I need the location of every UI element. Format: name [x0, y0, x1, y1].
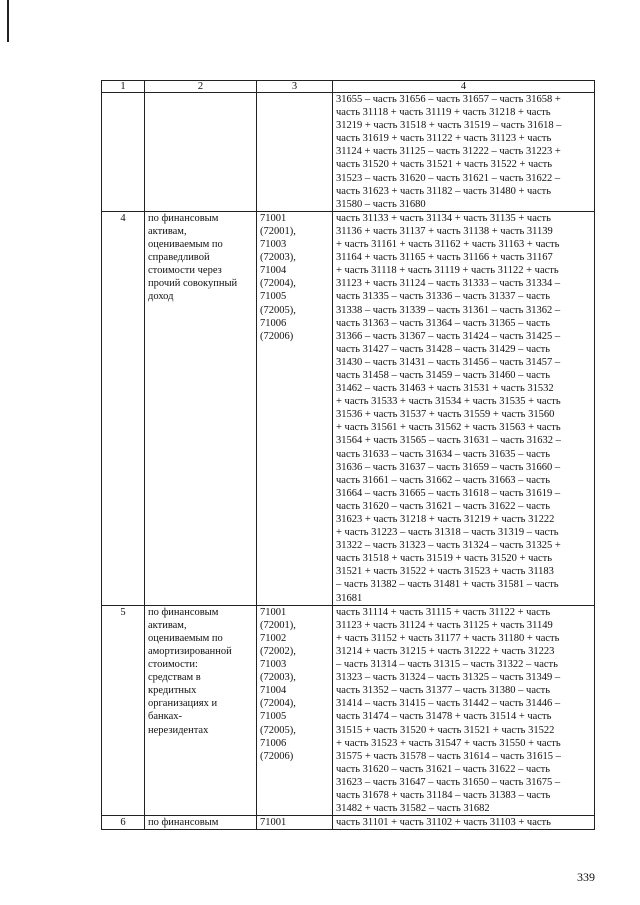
formula-cell-line: + часть 31118 + часть 31119 + часть 31122 + часть	[336, 265, 559, 277]
account-codes-cell-line: 71001	[260, 817, 287, 829]
indicator-name-cell-line: справедливой	[148, 252, 210, 264]
indicator-name-cell-line: по финансовым	[148, 212, 219, 224]
formula-cell-line: 31414 – часть 31415 – часть 31442 – часть 31446 –	[336, 698, 561, 710]
formula-cell-line: – часть 31314 – часть 31315 – часть 31322 – часть	[336, 659, 558, 671]
formula-cell	[333, 605, 595, 816]
row-number-cell: 4	[102, 211, 145, 605]
formula-cell-line: 31523 – часть 31620 – часть 31621 – часть 31622 –	[336, 172, 561, 184]
table-header-row	[102, 81, 595, 93]
formula-cell-line: часть 31101 + часть 31102 + часть 31103 + часть	[336, 817, 551, 829]
row-number-cell	[102, 93, 145, 212]
formula-cell-line: часть 31518 + часть 31519 + часть 31520 + часть	[336, 553, 553, 565]
formula-cell	[333, 93, 595, 212]
indicator-name-cell-line: кредитных	[148, 685, 197, 697]
indicator-name-cell-line: прочий совокупный	[148, 278, 238, 290]
formula-cell-line: 31482 + часть 31582 – часть 31682	[336, 803, 490, 815]
account-codes-cell-line: 71003	[260, 239, 287, 251]
indicator-name-cell-line: нерезидентах	[148, 724, 209, 736]
account-codes-cell	[257, 816, 333, 830]
account-codes-cell-line: 71002	[260, 632, 287, 644]
account-codes-cell-line: 71004	[260, 265, 287, 277]
formula-cell-line: часть 31335 – часть 31336 – часть 31337 – часть	[336, 291, 551, 303]
account-codes-cell-line: (72002),	[260, 645, 296, 657]
indicator-name-cell	[145, 605, 257, 816]
formula-cell-line: часть 31133 + часть 31134 + часть 31135 + часть	[336, 212, 551, 224]
indicator-name-cell-line: амортизированной	[148, 645, 232, 657]
account-codes-cell-line: 71006	[260, 737, 287, 749]
formula-cell-line: 31521 + часть 31522 + часть 31523 + часть 31183	[336, 566, 554, 578]
account-codes-cell	[257, 211, 333, 605]
formula-cell-line: – часть 31382 – часть 31481 + часть 31581 – часть	[336, 579, 559, 591]
formula-cell-line: 31623 + часть 31218 + часть 31219 + часть 31222	[336, 514, 555, 525]
formula-cell-line: 31124 + часть 31125 – часть 31222 – часть 31223 +	[336, 146, 561, 158]
formula-cell	[333, 211, 595, 605]
indicator-name-cell	[145, 93, 257, 212]
formula-cell-line: 31580 – часть 31680	[336, 198, 426, 210]
formula-cell-line: 31164 + часть 31165 + часть 31166 + часть 31167	[336, 252, 553, 264]
formula-cell-line: часть 31661 – часть 31662 – часть 31663 – часть	[336, 474, 551, 486]
formula-cell-line: 31323 – часть 31324 – часть 31325 – часть 31349 –	[336, 672, 561, 684]
formula-cell-line: + часть 31223 – часть 31318 – часть 31319 – часть	[336, 527, 559, 539]
formula-cell-line: часть 31474 – часть 31478 + часть 31514 + часть	[336, 711, 552, 723]
formula-cell	[333, 816, 595, 830]
formula-cell-line: часть 31678 + часть 31184 – часть 31383 – часть	[336, 789, 551, 801]
page-number: 339	[577, 870, 595, 884]
formula-cell-line: часть 31619 + часть 31122 + часть 31123 + часть	[336, 133, 552, 145]
formula-cell-line: 31136 + часть 31137 + часть 31138 + часть 31139	[336, 225, 553, 237]
account-codes-cell-line: (72005),	[260, 304, 296, 316]
formula-cell-line: часть 31427 – часть 31428 – часть 31429 – часть	[336, 343, 551, 355]
formula-cell-line: 31430 – часть 31431 – часть 31456 – часть 31457 –	[336, 356, 561, 368]
formula-cell-line: 31366 – часть 31367 – часть 31424 – часть 31425 –	[336, 330, 561, 342]
row-number-cell: 6	[102, 816, 145, 830]
account-codes-cell-line: (72004),	[260, 698, 296, 710]
row-number-cell: 5	[102, 605, 145, 816]
formula-cell-line: 31214 + часть 31215 + часть 31222 + часть 31223	[336, 645, 555, 657]
indicator-name-cell-line: по финансовым	[148, 817, 219, 829]
indicator-name-cell-line: стоимости через	[148, 265, 222, 277]
indicator-name-cell-line: организациях и	[148, 698, 218, 710]
formula-cell-line: часть 31363 – часть 31364 – часть 31365 – часть	[336, 317, 551, 329]
formula-cell-line: 31664 – часть 31665 – часть 31618 – часть 31619 –	[336, 487, 561, 499]
formula-cell-line: часть 31458 – часть 31459 – часть 31460 – часть	[336, 369, 551, 381]
account-codes-cell-line: (72004),	[260, 278, 296, 290]
indicator-name-cell	[145, 211, 257, 605]
formula-cell-line: 31322 – часть 31323 – часть 31324 – часть 31325 +	[336, 540, 561, 552]
formula-cell-line: часть 31620 – часть 31621 – часть 31622 – часть	[336, 763, 551, 775]
formula-cell-line: 31462 – часть 31463 + часть 31531 + часть 31532	[336, 383, 554, 395]
formula-cell-line: + часть 31152 + часть 31177 + часть 31180 + часть	[336, 632, 560, 644]
indicator-name-cell-line: активам,	[148, 225, 187, 237]
account-codes-cell-line: 71001	[260, 606, 287, 618]
formula-cell-line: часть 31633 – часть 31634 – часть 31635 – часть	[336, 448, 551, 460]
formula-cell-line: 31536 + часть 31537 + часть 31559 + часть 31560	[336, 409, 555, 421]
formula-cell-line: часть 31620 – часть 31621 – часть 31622 – часть	[336, 500, 551, 512]
formula-cell-line: 31623 – часть 31647 – часть 31650 – часть 31675 –	[336, 776, 561, 788]
account-codes-cell-line: 71005	[260, 291, 287, 303]
formula-cell-line: 31655 – часть 31656 – часть 31657 – часть 31658 +	[336, 94, 561, 105]
indicator-name-cell-line: доход	[148, 291, 174, 303]
account-codes-cell-line: 71001	[260, 212, 287, 224]
table-row	[102, 93, 595, 212]
account-codes-cell-line: 71005	[260, 711, 287, 723]
formula-cell-line: + часть 31523 + часть 31547 + часть 31550 + часть	[336, 737, 561, 749]
account-codes-cell-line: 71004	[260, 685, 287, 697]
indicator-name-cell-line: банках-	[148, 711, 182, 723]
header-col-2: 2	[145, 81, 257, 93]
indicator-name-cell	[145, 816, 257, 830]
account-codes-cell-line: (72003),	[260, 672, 296, 684]
formula-cell-line: 31123 + часть 31124 + часть 31125 + часть 31149	[336, 619, 553, 631]
account-codes-cell-line: 71003	[260, 659, 287, 671]
account-codes-cell-line: (72003),	[260, 252, 296, 264]
formula-cell-line: часть 31118 + часть 31119 + часть 31218 + часть	[336, 107, 551, 119]
table-row	[102, 211, 595, 605]
indicator-name-cell-line: активам,	[148, 619, 187, 631]
formula-cell-line: 31575 + часть 31578 – часть 31614 – часть 31615 –	[336, 750, 561, 762]
formula-cell-line: 31681	[336, 592, 363, 604]
account-codes-cell-line: (72006)	[260, 750, 294, 762]
formula-cell-line: часть 31352 – часть 31377 – часть 31380 – часть	[336, 685, 551, 697]
formula-cell-line: + часть 31533 + часть 31534 + часть 31535 + часть	[336, 396, 561, 408]
account-codes-cell-line: (72001),	[260, 619, 296, 631]
formula-cell-line: 31636 – часть 31637 – часть 31659 – часть 31660 –	[336, 461, 561, 473]
reporting-table	[101, 80, 595, 830]
formula-cell-line: часть 31114 + часть 31115 + часть 31122 + часть	[336, 606, 551, 618]
account-codes-cell-line: (72001),	[260, 225, 296, 237]
margin-mark	[7, 0, 9, 42]
formula-cell-line: + часть 31161 + часть 31162 + часть 31163 + часть	[336, 239, 560, 251]
formula-cell-line: 31338 – часть 31339 – часть 31361 – часть 31362 –	[336, 304, 561, 316]
indicator-name-cell-line: оцениваемым по	[148, 239, 223, 251]
formula-cell-line: часть 31520 + часть 31521 + часть 31522 + часть	[336, 159, 553, 171]
indicator-name-cell-line: средствам в	[148, 672, 201, 684]
account-codes-cell-line: (72006)	[260, 330, 294, 342]
account-codes-cell	[257, 605, 333, 816]
header-col-4: 4	[333, 81, 595, 93]
indicator-name-cell-line: по финансовым	[148, 606, 219, 618]
formula-cell-line: 31123 + часть 31124 – часть 31333 – часть 31334 –	[336, 278, 561, 290]
formula-cell-line: 31515 + часть 31520 + часть 31521 + часть 31522	[336, 724, 555, 736]
indicator-name-cell-line: оцениваемым по	[148, 632, 223, 644]
account-codes-cell	[257, 93, 333, 212]
formula-cell-line: 31564 + часть 31565 – часть 31631 – часть 31632 –	[336, 435, 561, 447]
formula-cell-line: + часть 31561 + часть 31562 + часть 31563 + часть	[336, 422, 561, 434]
table-row	[102, 605, 595, 816]
table-row	[102, 816, 595, 830]
account-codes-cell-line: (72005),	[260, 724, 296, 736]
header-col-3: 3	[257, 81, 333, 93]
indicator-name-cell-line: стоимости:	[148, 659, 198, 671]
formula-cell-line: 31219 + часть 31518 + часть 31519 – часть 31618 –	[336, 120, 562, 132]
header-col-1: 1	[102, 81, 145, 93]
account-codes-cell-line: 71006	[260, 317, 287, 329]
formula-cell-line: часть 31623 + часть 31182 – часть 31480 + часть	[336, 185, 551, 197]
